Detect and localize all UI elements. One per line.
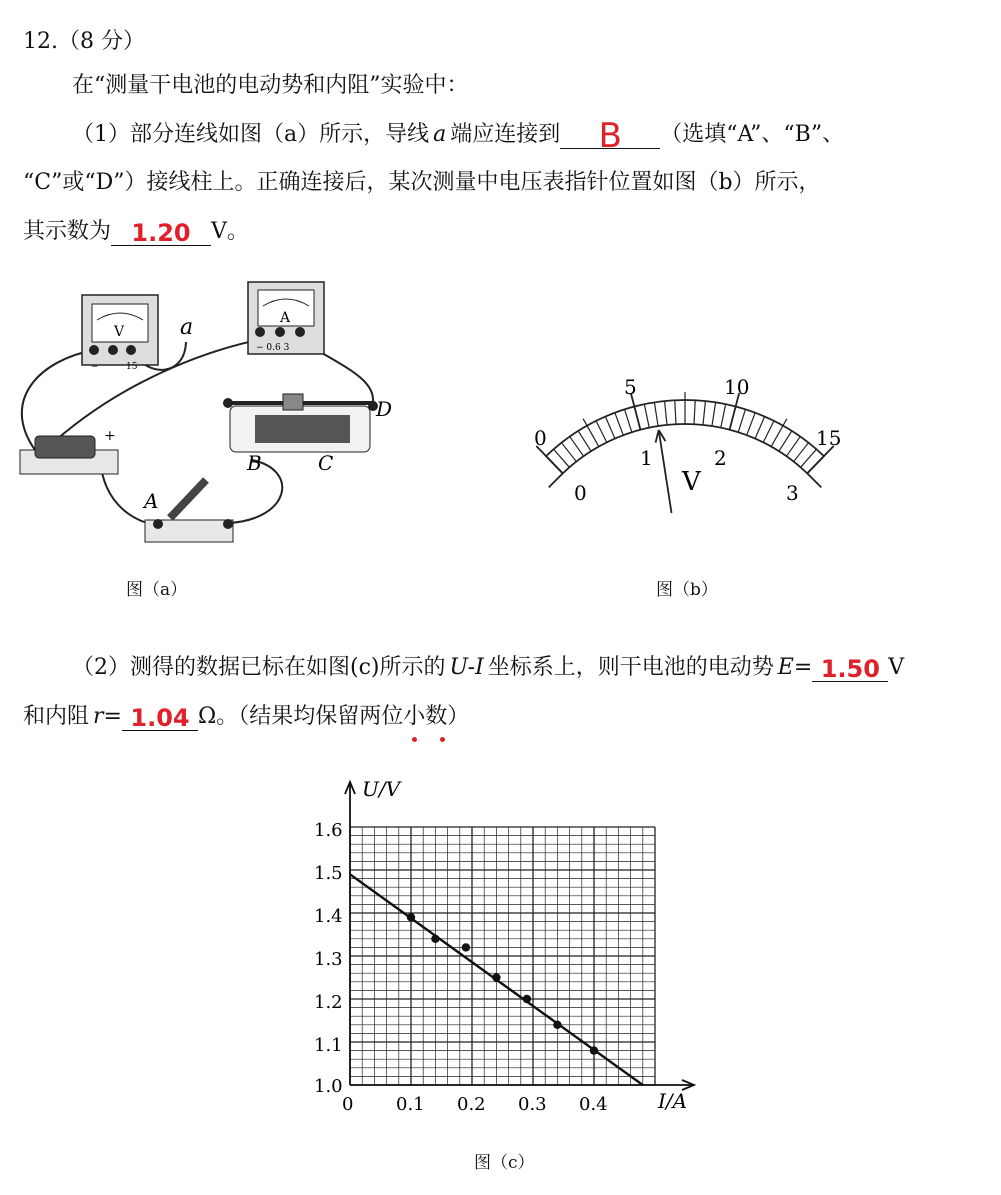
scale-tick [554, 449, 570, 467]
voltmeter-label: V [114, 324, 125, 340]
y-tick-1.6: 1.6 [314, 820, 343, 841]
data-point [553, 1021, 561, 1029]
scale-label-15-outer: 15 [816, 426, 842, 450]
battery [20, 428, 118, 474]
scale-end-cap [549, 473, 563, 487]
figure-a-caption: 图（a） [126, 580, 188, 600]
y-tick-1.1: 1.1 [314, 1035, 343, 1056]
scale-tick [654, 402, 658, 426]
scale-tick [807, 446, 833, 473]
question-part2-line2 [23, 703, 469, 731]
scale-tick [615, 413, 623, 435]
scale-label-10-outer: 10 [724, 375, 750, 399]
question-intro: 在“测量干电池的电动势和内阻”实验中： [72, 73, 469, 98]
r-variable: r [93, 704, 104, 729]
scale-label-1-inner: 1 [640, 446, 653, 470]
y-axis-label: U/V [362, 777, 401, 801]
part1-text-b: 端应连接到 [450, 122, 561, 147]
answer-terminal: B [598, 116, 622, 156]
x-tick-0.2: 0.2 [457, 1094, 486, 1115]
figure-b-scale [520, 360, 850, 520]
scale-tick [779, 431, 792, 451]
scale-tick [536, 446, 562, 473]
scale-tick [605, 417, 615, 439]
x-tick-0: 0 [342, 1094, 354, 1115]
scale-tick [570, 437, 584, 457]
emphasis-dot [440, 737, 445, 742]
part1-text-d: 其示数为 [23, 219, 112, 244]
terminal-B-label: B [247, 451, 262, 475]
scale-needle [659, 430, 672, 513]
y-tick-1.3: 1.3 [314, 949, 343, 970]
data-point [431, 935, 439, 943]
emphasis-dot [412, 737, 417, 742]
y-tick-1.5: 1.5 [314, 863, 343, 884]
question-part1-line1 [72, 116, 845, 156]
answer-blank-terminal[interactable] [560, 116, 660, 156]
battery-plus: + [104, 428, 116, 444]
answer-blank-emf[interactable] [812, 655, 888, 682]
wire-a-label: a [180, 315, 194, 340]
scale-tick [755, 417, 765, 439]
data-point [492, 973, 500, 981]
scale-tick [738, 409, 745, 432]
figure-b-caption: 图（b） [656, 580, 718, 600]
scale-tick [712, 402, 716, 426]
terminal-D-label: D [376, 397, 393, 421]
answer-blank-resistance[interactable] [122, 704, 198, 731]
data-point [590, 1046, 598, 1054]
terminal-A-label: A [144, 489, 159, 513]
ui-variable: U-I [449, 655, 484, 680]
data-point [523, 995, 531, 1003]
equals-sign: = [793, 655, 813, 680]
voltmeter-terminal-15: 15 [126, 362, 138, 372]
emf-unit: V [888, 655, 905, 680]
x-tick-0.1: 0.1 [396, 1094, 425, 1115]
scale-tick [703, 401, 705, 425]
scale-label-0-outer: 0 [534, 426, 547, 450]
y-tick-1.4: 1.4 [314, 906, 343, 927]
scale-end-cap [807, 473, 821, 487]
part1-text-c: （选填“A”、“B”、 [660, 122, 845, 147]
graph-plot [345, 782, 694, 1090]
answer-emf: 1.50 [820, 655, 880, 683]
scale-tick [562, 443, 577, 462]
y-tick-1.0: 1.0 [314, 1076, 343, 1097]
y-tick-1.2: 1.2 [314, 992, 343, 1013]
ammeter [248, 282, 324, 354]
question-part1-line3 [23, 218, 249, 246]
data-point [407, 913, 415, 921]
scale-symbol-V: V [682, 467, 701, 497]
answer-blank-voltage[interactable] [111, 219, 211, 246]
scale-tick [721, 404, 726, 427]
scale-tick [675, 400, 676, 424]
scale-label-3-inner: 3 [786, 481, 799, 505]
scale-tick [578, 431, 591, 451]
question-number: 12.（8 分） [23, 29, 145, 54]
figure-c-caption: 图（c） [474, 1153, 535, 1173]
question-part2-line1 [72, 654, 904, 682]
part2-text-b: 坐标系上，则干电池的电动势 [487, 655, 774, 680]
scale-tick [786, 437, 800, 457]
figure-a-circuit [0, 270, 440, 560]
x-tick-0.3: 0.3 [518, 1094, 547, 1115]
scale-tick [644, 404, 649, 427]
rheostat [223, 394, 392, 475]
scale-tick [694, 400, 695, 424]
equals-sign-2: = [103, 704, 122, 729]
question-part1-line2: “C”或“D”）接线柱上。正确连接后，某次测量中电压表指针位置如图（b）所示， [23, 170, 821, 195]
voltmeter [82, 295, 158, 372]
scale-tick [625, 409, 632, 432]
terminal-C-label: C [318, 451, 334, 475]
part1-text-a: （1）部分连线如图（a）所示，导线 [72, 122, 430, 147]
x-axis-label: I/A [658, 1089, 688, 1113]
scale-tick [665, 401, 667, 425]
ammeter-terminals: − 0.6 3 [256, 343, 290, 353]
scale-label-0-inner: 0 [574, 481, 587, 505]
emf-variable: E [777, 655, 794, 680]
scale-tick [801, 449, 817, 467]
part2-text-a: （2）测得的数据已标在如图(c)所示的 [72, 655, 446, 680]
data-point [462, 943, 470, 951]
scale-tick [763, 421, 774, 442]
figure-c-graph [300, 770, 720, 1120]
part2-text-d: Ω。（结果均保留两位小数） [197, 704, 470, 729]
wire-variable: a [433, 122, 447, 147]
switch [142, 480, 233, 542]
scale-tick [794, 443, 809, 462]
scale-tick [747, 413, 755, 435]
part1-text-e: V。 [211, 219, 249, 244]
scale-tick [596, 421, 607, 442]
scale-label-2-inner: 2 [714, 446, 727, 470]
scale-label-5-outer: 5 [624, 375, 637, 399]
part2-text-c: 和内阻 [23, 704, 90, 729]
voltmeter-terminal-minus: − [91, 362, 99, 372]
answer-voltage: 1.20 [131, 219, 191, 247]
x-tick-0.4: 0.4 [579, 1094, 608, 1115]
ammeter-label: A [280, 310, 291, 326]
answer-resistance: 1.04 [130, 704, 190, 732]
